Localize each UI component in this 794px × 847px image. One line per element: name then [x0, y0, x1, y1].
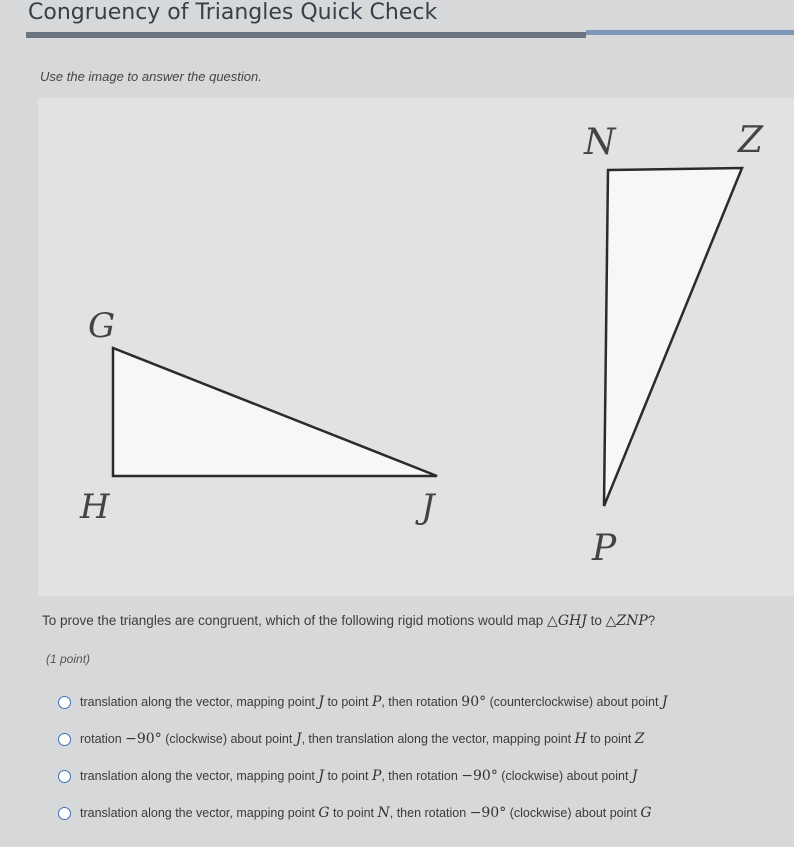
label-h: H — [80, 487, 110, 527]
label-j: J — [421, 487, 435, 527]
answer-option-label: rotation −90° (clockwise) about point J, then translation along the vector, mapping point H to point Z — [80, 731, 645, 747]
radio-button[interactable] — [58, 696, 71, 709]
answer-options — [58, 694, 668, 842]
page-title: Congruency of Triangles Quick Check — [28, 0, 438, 25]
instruction-text: Use the image to answer the question. — [40, 69, 262, 84]
triangle-ghj-notation: △GHJ — [547, 613, 587, 629]
title-accent-divider — [586, 30, 794, 35]
title-divider — [26, 32, 586, 38]
triangle-diagram — [38, 98, 794, 596]
answer-option-label: translation along the vector, mapping point G to point N, then rotation −90° (clockwise) about point G — [80, 805, 652, 821]
answer-option-1[interactable] — [58, 694, 668, 731]
answer-option-label: translation along the vector, mapping point J to point P, then rotation 90° (counterclockwise) about point J — [80, 694, 668, 710]
radio-button[interactable] — [58, 770, 71, 783]
answer-option-label: translation along the vector, mapping point J to point P, then rotation −90° (clockwise) about point J — [80, 768, 638, 784]
label-z: Z — [738, 120, 764, 161]
label-g: G — [88, 306, 116, 346]
triangle-znp — [604, 168, 742, 506]
question-text — [42, 613, 655, 629]
label-p: P — [592, 528, 617, 569]
points-value: (1 point) — [46, 652, 91, 666]
triangle-figure — [38, 98, 794, 596]
question-mark: ? — [647, 613, 656, 628]
radio-button[interactable] — [58, 733, 71, 746]
question-to-word: to — [590, 613, 602, 628]
answer-option-2[interactable] — [58, 731, 668, 768]
radio-button[interactable] — [58, 807, 71, 820]
answer-option-4[interactable] — [58, 805, 668, 842]
answer-option-3[interactable] — [58, 768, 668, 805]
triangle-znp-notation: △ZNP — [605, 613, 648, 629]
label-n: N — [584, 122, 616, 163]
triangle-ghj — [113, 348, 437, 476]
question-prompt: To prove the triangles are congruent, which of the following rigid motions would map — [42, 613, 544, 628]
